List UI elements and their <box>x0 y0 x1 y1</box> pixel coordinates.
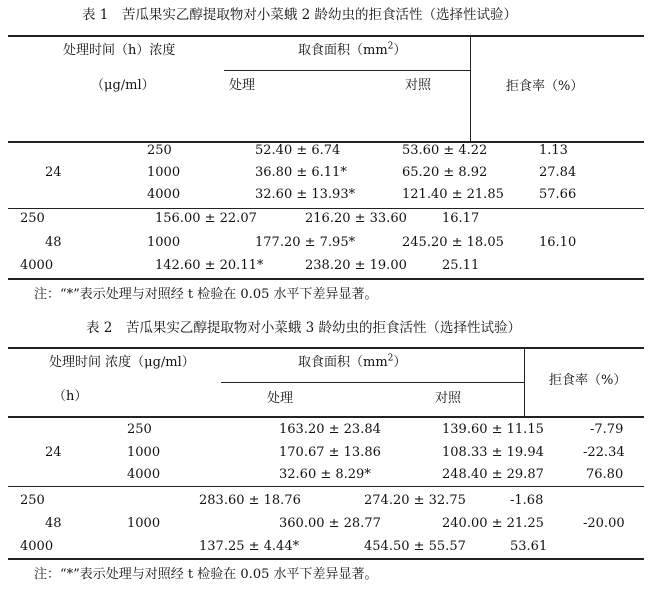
table1-row-treat: 32.60 ± 13.93* <box>255 187 356 202</box>
table1-row-rate: 16.10 <box>539 235 577 250</box>
table2-header-time-conc: 处理时间 浓度（μg/ml） <box>49 355 195 370</box>
table1-row-conc: 1000 <box>147 235 181 250</box>
table1-header-unit: （μg/ml） <box>91 78 155 93</box>
table2-header-control: 对照 <box>435 391 462 406</box>
table1-row-conc: 250 <box>147 143 172 158</box>
table1-row-conc: 1000 <box>147 165 181 180</box>
table1-row-treat: 156.00 ± 22.07 <box>155 211 257 226</box>
table2-row-conc: 250 <box>127 422 152 437</box>
table2-area-underline <box>221 382 524 383</box>
table1-header-rate: 拒食率（%） <box>506 79 584 94</box>
table2-row-treat: 170.67 ± 13.86 <box>279 445 381 460</box>
table2-rate-divider <box>524 348 525 417</box>
table1-row-control: 245.20 ± 18.05 <box>402 235 504 250</box>
table2-header-unit: （h） <box>53 389 88 404</box>
table2-row-conc: 1000 <box>127 445 161 460</box>
table1-row-control: 216.20 ± 33.60 <box>305 211 407 226</box>
table2-row-time: 48 <box>45 516 62 531</box>
table2-row-control: 248.40 ± 29.87 <box>442 467 544 482</box>
table1-header-control: 对照 <box>405 78 432 93</box>
table1-header-treat: 处理 <box>229 78 256 93</box>
table2-row-rate: -22.34 <box>583 445 625 460</box>
table2-row-control: 139.60 ± 11.15 <box>442 422 544 437</box>
table2-bottom-rule <box>8 558 644 560</box>
table1-row-treat: 177.20 ± 7.95* <box>255 235 356 250</box>
table1-title: 表 1 苦瓜果实乙醇提取物对小菜蛾 2 龄幼虫的拒食活性（选择性试验） <box>82 7 518 23</box>
table2-header-rate: 拒食率（%） <box>549 373 627 388</box>
table2-row-treat: 163.20 ± 23.84 <box>279 422 381 437</box>
table1-row-rate: 27.84 <box>539 165 577 180</box>
table2-row-conc: 1000 <box>127 516 161 531</box>
table2-row-rate: -7.79 <box>590 422 624 437</box>
table2-row-rate: 53.61 <box>510 539 548 554</box>
table1-top-rule <box>8 35 644 37</box>
table2-header-treat: 处理 <box>267 391 294 406</box>
table2-row-conc: 4000 <box>20 539 54 554</box>
table1-row-conc: 250 <box>20 211 45 226</box>
table1-row-rate: 16.17 <box>442 211 480 226</box>
table1-group-rule <box>8 208 644 209</box>
table2-row-treat: 137.25 ± 4.44* <box>199 539 300 554</box>
table1-row-rate: 25.11 <box>442 258 480 273</box>
table2-row-rate: -20.00 <box>583 516 625 531</box>
table2-row-control: 108.33 ± 19.94 <box>442 445 544 460</box>
table1-row-treat: 142.60 ± 20.11* <box>155 258 264 273</box>
table1-row-treat: 36.80 ± 6.11* <box>255 165 347 180</box>
table1-area-underline <box>224 70 470 71</box>
table2-row-control: 454.50 ± 55.57 <box>364 539 466 554</box>
table2-row-control: 240.00 ± 21.25 <box>442 516 544 531</box>
table2-row-rate: 76.80 <box>586 467 624 482</box>
table1-row-control: 121.40 ± 21.85 <box>402 187 504 202</box>
table1-header-area: 取食面积$(mm^2)$ <box>298 41 407 58</box>
table2-row-treat: 283.60 ± 18.76 <box>199 493 301 508</box>
table1-header-time-conc: 处理时间（h）浓度 <box>63 43 176 58</box>
table2-group-rule <box>8 486 644 487</box>
table1-row-control: 53.60 ± 4.22 <box>402 143 488 158</box>
table2-row-conc: 250 <box>20 493 45 508</box>
table2-row-rate: -1.68 <box>510 493 544 508</box>
table1-row-treat: 52.40 ± 6.74 <box>255 143 341 158</box>
table1-row-rate: 1.13 <box>539 143 568 158</box>
table1-row-time: 48 <box>45 235 62 250</box>
table1-note: 注：“*”表示处理与对照经 t 检验在 0.05 水平下差异显著。 <box>34 287 378 302</box>
table2-header-rule <box>8 416 644 418</box>
table2-row-conc: 4000 <box>127 467 161 482</box>
table1-row-control: 238.20 ± 19.00 <box>305 258 407 273</box>
table1-row-conc: 4000 <box>147 187 181 202</box>
table1-row-rate: 57.66 <box>539 187 577 202</box>
table2-row-time: 24 <box>45 445 62 460</box>
table1-row-time: 24 <box>45 165 62 180</box>
table2-row-treat: 32.60 ± 8.29* <box>279 467 371 482</box>
table1-row-control: 65.20 ± 8.92 <box>402 165 488 180</box>
table1-row-conc: 4000 <box>20 258 54 273</box>
table2-header-area: 取食面积$(mm^2)$ <box>298 353 407 370</box>
table2-top-rule <box>8 347 644 349</box>
table2-title: 表 2 苦瓜果实乙醇提取物对小菜蛾 3 龄幼虫的拒食活性（选择性试验） <box>86 320 522 336</box>
table2-row-control: 274.20 ± 32.75 <box>364 493 466 508</box>
table2-note: 注：“*”表示处理与对照经 t 检验在 0.05 水平下差异显著。 <box>34 567 378 582</box>
table1-rate-divider <box>470 36 471 141</box>
table1-bottom-rule <box>8 278 644 280</box>
table2-row-treat: 360.00 ± 28.77 <box>279 516 381 531</box>
